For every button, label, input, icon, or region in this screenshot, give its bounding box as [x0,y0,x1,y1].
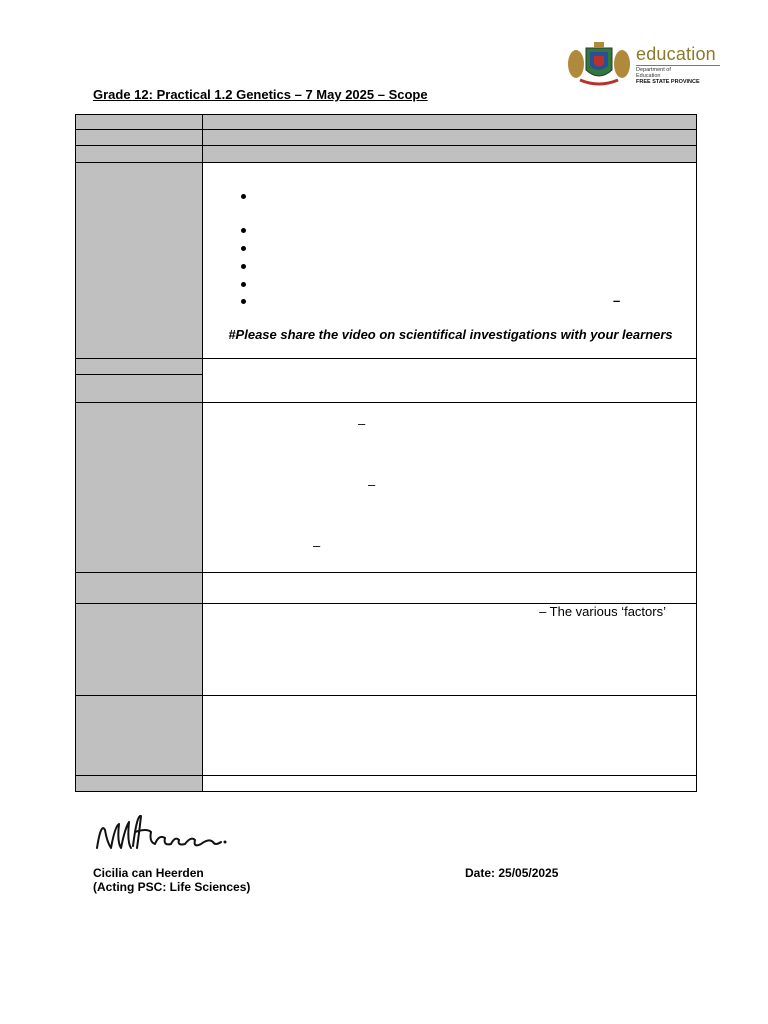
content-cell [202,162,697,359]
logo-sub-line-1: Department of [636,67,671,73]
bullet-2 [241,228,246,233]
row-1-label-cell [75,114,203,130]
bullet-6 [241,299,246,304]
page-title: Grade 12: Practical 1.2 Genetics – 7 May 2025 – Scope [93,87,428,102]
row-7-label-cell [75,402,203,573]
row-2-label-cell [75,129,203,146]
row-8-label-cell [75,572,203,604]
row-6-label-cell [75,374,203,403]
scope-table [75,114,697,792]
procedure-dash-1: – [358,416,366,431]
procedure-cell [202,402,697,573]
factors-text: – The various ‘factors’ [539,604,666,619]
procedure-dash-3: – [313,538,321,553]
row-10-label-cell [75,695,203,776]
factors-cell [202,603,697,696]
bullet-3 [241,246,246,251]
logo-sub-line-3: FREE STATE PROVINCE [636,79,700,85]
row-8-value-cell [202,572,697,604]
signature-date: Date: 25/05/2025 [465,866,559,880]
video-note: #Please share the video on scientifical investigations with your learners [228,327,673,342]
bullet-5 [241,282,246,287]
row-5-label-cell [75,358,203,375]
logo-sub-line-2: Education [636,73,661,79]
row-3-value-cell [202,145,697,163]
row-11-label-cell [75,775,203,792]
bullet-4 [241,264,246,269]
row-4-label-cell [75,162,203,359]
row-5-value-cell [202,358,697,403]
signatory-name: Cicilia can Heerden [93,866,204,880]
bullet-1 [241,194,246,199]
education-logo [566,40,726,88]
row-2-value-cell [202,129,697,146]
coat-of-arms-icon [566,40,632,86]
row-3-label-cell [75,145,203,163]
row-9-label-cell [75,603,203,696]
row-10-value-cell [202,695,697,776]
row-11-value-cell [202,775,697,792]
row-1-value-cell [202,114,697,130]
logo-rule [636,65,720,66]
signatory-role: (Acting PSC: Life Sciences) [93,880,251,894]
procedure-dash-2: – [368,477,376,492]
logo-wordmark: education [636,44,716,64]
signature-image [93,808,233,860]
bullet-dash: – [613,293,621,308]
logo-subtitle [636,67,700,85]
